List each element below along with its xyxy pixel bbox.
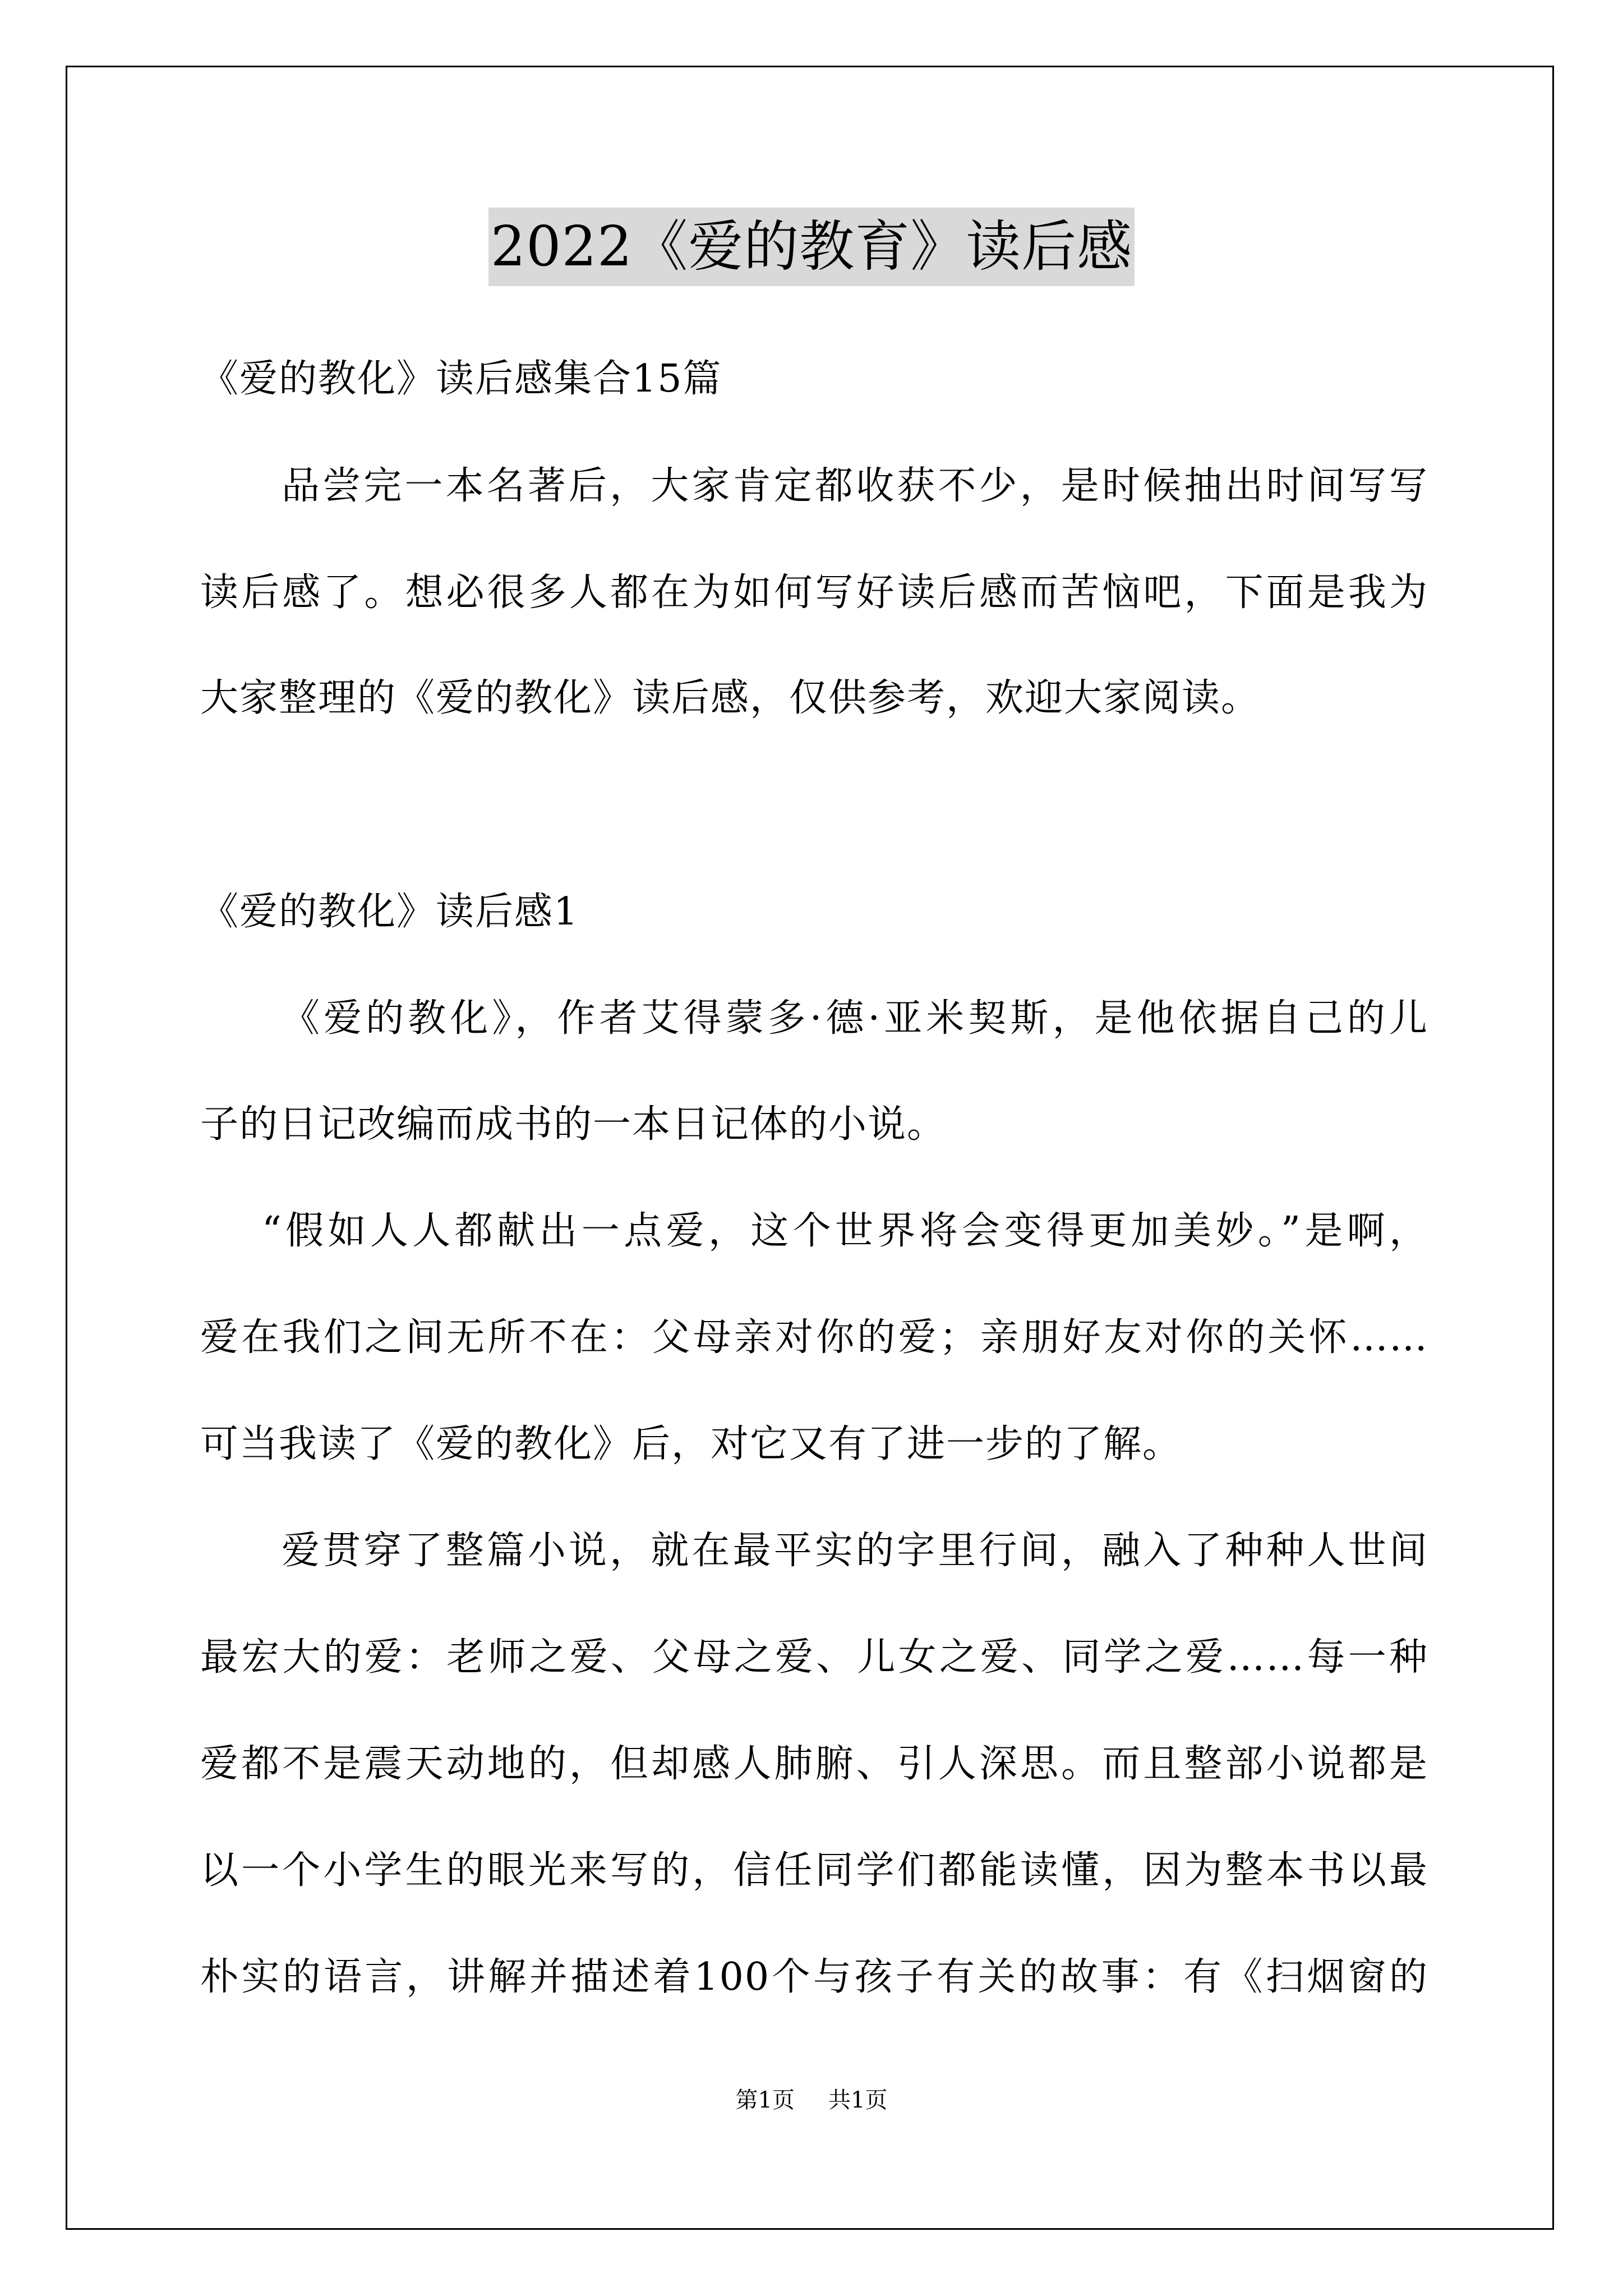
body-line-5: 可当我读了《爱的教化》后，对它又有了进一步的了解。 [200, 1422, 1182, 1466]
body-line-9: 以一个小学生的眼光来写的，信任同学们都能读懂，因为整本书以最 [200, 1848, 1428, 1893]
title-container [0, 208, 1623, 286]
intro-line-2: 读后感了。想必很多人都在为如何写好读后感而苦恼吧，下面是我为 [200, 570, 1428, 615]
subtitle: 《爱的教化》读后感集合15篇 [200, 357, 722, 401]
body-line-1: 《爱的教化》，作者艾得蒙多·德·亚米契斯，是他依据自己的儿 [282, 996, 1428, 1041]
intro-line-3: 大家整理的《爱的教化》读后感，仅供参考，欢迎大家阅读。 [200, 676, 1261, 720]
body-line-4: 爱在我们之间无所不在：父母亲对你的爱；亲朋好友对你的关怀…… [200, 1315, 1428, 1360]
body-line-2: 子的日记改编而成书的一本日记体的小说。 [200, 1102, 947, 1147]
page-footer [0, 2086, 1623, 2115]
intro-line-1: 品尝完一本名著后，大家肯定都收获不少，是时候抽出时间写写 [282, 464, 1428, 508]
section-heading: 《爱的教化》读后感1 [200, 890, 579, 934]
body-line-10: 朴实的语言，讲解并描述着100个与孩子有关的故事：有《扫烟窗的 [200, 1955, 1428, 1999]
page-total: 共1页 [828, 2087, 888, 2113]
document-title: 2022《爱的教育》读后感 [488, 208, 1135, 286]
body-line-6: 爱贯穿了整篇小说，就在最平实的字里行间，融入了种种人世间 [282, 1529, 1428, 1573]
body-line-8: 爱都不是震天动地的，但却感人肺腑、引人深思。而且整部小说都是 [200, 1742, 1428, 1786]
page-number: 第1页 [735, 2087, 795, 2113]
body-line-3: “假如人人都献出一点爱，这个世界将会变得更加美妙。”是啊， [262, 1209, 1428, 1253]
body-line-7: 最宏大的爱：老师之爱、父母之爱、儿女之爱、同学之爱……每一种 [200, 1635, 1428, 1680]
